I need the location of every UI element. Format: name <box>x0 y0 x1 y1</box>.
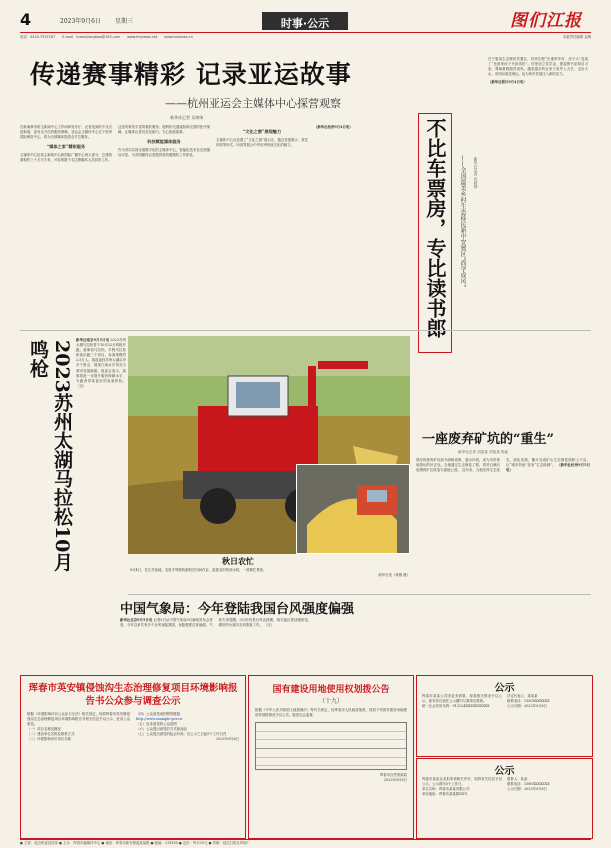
editor-note: 本版责任编辑 金梅 <box>562 35 591 39</box>
notice-land-allocation <box>248 675 414 839</box>
masthead <box>0 0 611 38</box>
article-asian-games-title: 传递赛事精彩 记录亚运故事 <box>30 60 352 89</box>
notice-env-assessment-item-3: （三）环境影响评价单位名称 <box>27 737 72 742</box>
notice-company-2-item-2: 单位地址：珲春市某某路XX号 <box>422 792 468 797</box>
article-mine-title: 一座废弃矿坑的“重生” <box>422 432 554 447</box>
notice-land-allocation-para: 根据《中华人民共和国土地管理法》等有关规定，经珲春市人民政府批准，现将下列国有建设用地使用权划拨情况予以公告，接受社会监督。 <box>255 708 407 718</box>
notice-env-assessment-item-4: （四）公众意见表的网络链接 <box>136 712 181 716</box>
article-mine-byline: 新华社记者 刘某某 刘某某 杨某 <box>458 450 509 454</box>
article-marathon-vtitle: 2023苏州太湖马拉松10月鸣枪 <box>27 340 73 572</box>
article-marathon-dateline: 新华社南京9月5日电 <box>76 338 110 342</box>
notice-company-1 <box>416 675 593 757</box>
notice-env-assessment-link[interactable]: http://www.example.gov.cn <box>136 717 183 722</box>
article-study-village-para: 在宁夏某生态移民安置区，村民们把“比谁家车好、房子大”变成了“比谁家孩子书读得好”。村里设立奖学金，建起图书室和自习室，尊师重教蔚然成风。越来越多的农家子弟考入大学，走出大山，用知识改变命运，也为家乡发展注入新的活力。 <box>488 57 588 77</box>
divider-h2 <box>128 594 591 595</box>
notice-land-allocation-body <box>255 708 407 834</box>
article-asian-games-subtitle: ——杭州亚运会主媒体中心探营观察 <box>165 97 341 110</box>
contact-line <box>20 34 591 41</box>
notice-land-allocation-title: 国有建设用地使用权划拨公告 <box>272 685 390 695</box>
article-asian-games-para3: 这里有种类丰富的餐饮服务、便利的交通接驳和完善的医疗保障，让媒体记者们宾至如归，专心报道赛事。 <box>118 125 210 135</box>
notice-company-2-item-5: 公示日期：2023年9月6日 <box>507 787 548 792</box>
article-asian-games-para2: 主媒体中心包括主新闻中心和国际广播中心两大部分，总建筑面积约三十万平方米，可容纳数千名注册媒体人员同时工作。 <box>20 153 112 163</box>
notice-env-assessment-item-2: （二）建设单位名称及联系方式 <box>27 732 75 737</box>
notice-company-2-item-3: 联系人：某某 <box>507 777 528 781</box>
notice-company-2-item-1: 单位名称：珲春市某某有限公司 <box>422 787 470 792</box>
article-marathon-para: 2023苏州太湖马拉松将于10月22日鸣枪开跑，赛事设马拉松、半程马拉松和欢乐跑三个项目，参赛规模约2.5万人。赛道途经苏州太湖沿岸多个景点，展现江南水乡风光与城市发展新貌。组委会表示，赛事将进一步提升服务保障水平，为跑者带来更好的参赛体验。 <box>76 338 126 383</box>
notice-env-assessment-title: 珲春市英安镇侵蚀沟生态治理修复项目环境影响报告书公众参与调查公示 <box>28 683 238 707</box>
article-asian-games-byline: 新华社记者 吴帅帅 <box>170 115 204 120</box>
article-study-village-vsubtitle: ——全国最美乡村生态移民新中安置区“尚学成风” <box>459 155 466 288</box>
issue-weekday: 星期三 <box>115 18 134 25</box>
website-link-1[interactable]: www.tmjnews.net <box>127 35 158 39</box>
article-asian-games-para1: 在新闻事务的主新闻中心工作间和发布厅，记者见到的不仅仅是新闻，更有全方位的服务保障。亚运会主媒体中心位于杭州国际博览中心，将为全球媒体提供全方位服务。 <box>20 125 112 140</box>
article-asian-games-para5: 主媒体中心还设置了“文化之窗”展示区，通过非遗展示、茶艺体验等形式，向世界展示中华优秀传统文化的魅力。 <box>216 138 308 148</box>
article-typhoon <box>20 596 412 672</box>
article-asian-games-para4: 作为首次实现全面数字化的主媒体中心，智能化技术在这里随处可见，为各国媒体记者提供高效便捷的工作体验。 <box>118 148 210 158</box>
notice-company-1-item-4: 公示日期：2023年9月6日 <box>507 704 548 709</box>
notice-env-assessment-item-5: （五）征求意见的公众范围 <box>136 722 177 727</box>
photo-harvest-caption-text: 9月4日，在江苏某地，农机手驾驶收割机在田间作业，抢抓农时收获水稻，一派繁忙景象。 <box>130 568 267 572</box>
article-typhoon-body <box>120 618 410 670</box>
notice-company-1-item-2: 法定代表人：某某某 <box>507 694 538 698</box>
notice-env-assessment <box>20 675 246 839</box>
photo-harvest-inset-image <box>297 465 409 553</box>
article-asian-games-subhead2: 科技赋能媒体服务 <box>147 139 181 145</box>
article-study-village-vtitle-box <box>418 113 452 353</box>
notice-land-allocation-number: （十九） <box>318 698 343 705</box>
website-link-2[interactable]: www.tmjnews.cn <box>164 35 193 39</box>
photo-harvest <box>128 336 410 554</box>
section-title <box>262 12 348 30</box>
notice-company-1-body <box>422 694 587 754</box>
article-asian-games-subhead3: “文化之窗”展现魅力 <box>242 129 282 134</box>
notice-env-assessment-date: 2023年9月6日 <box>215 737 239 742</box>
notice-env-assessment-intro: 根据《环境影响评价公众参与办法》相关规定，现将珲春市英安镇侵蚀沟生态治理修复项目环境影响报告书相关信息予以公示，征求公众意见。 <box>27 712 130 727</box>
article-marathon-end: （完） <box>76 383 87 388</box>
article-asian-games-col3 <box>216 125 308 325</box>
page-number: 4 <box>20 10 32 29</box>
notice-company-2 <box>416 758 593 839</box>
article-asian-games-col1 <box>20 125 112 325</box>
article-study-village <box>414 45 591 338</box>
notice-env-assessment-item-6: （六）公众提出意见的方式和途径 <box>136 727 187 732</box>
article-study-village-byline: 新华社记者 吴帅帅 <box>474 157 479 189</box>
article-asian-games-end: （新华社杭州9月4日电） <box>314 125 353 129</box>
article-asian-games-col4 <box>314 125 410 325</box>
notice-land-allocation-date: 2023年9月6日 <box>383 778 407 783</box>
article-study-village-vtitle: 不比车票房，专比读书郎 <box>423 118 447 338</box>
section-title-text: 时事·公示 <box>280 17 330 30</box>
article-mine-para1: 曾经的废弃矿坑如今绿树成荫、碧水环绕，成为市民休闲游玩的好去处。当地通过生态修复工程，将昔日满目疮痍的矿区改造为湿地公园。 <box>416 458 500 473</box>
article-asian-games-subhead1: “媒体之家”精彩服务 <box>46 144 86 150</box>
photo-harvest-inset <box>296 464 410 554</box>
article-study-village-end: （新华社银川9月4日电） <box>488 80 527 85</box>
article-mine <box>414 334 591 592</box>
notice-land-allocation-issuer: 珲春市自然资源局 <box>379 773 407 778</box>
article-typhoon-title: 中国气象局：今年登陆我国台风强度偏强 <box>120 602 355 617</box>
article-typhoon-end: （完） <box>263 623 274 628</box>
notice-company-2-item-4: 联系电话：1380XXXXXXX <box>507 782 550 787</box>
notice-company-2-heading: 公示 <box>494 766 515 777</box>
photo-harvest-credit: 新华社发（蒋刚 摄） <box>378 573 410 578</box>
notice-company-1-item-1: 统一社会信用代码：912224XXXXXXXXXX <box>422 704 490 709</box>
notice-env-assessment-body <box>27 712 239 836</box>
article-study-village-body <box>488 57 588 327</box>
notice-company-1-item-3: 联系电话：1350XXXXXXX <box>507 699 550 704</box>
photo-harvest-title: 秋日农忙 <box>222 556 254 566</box>
article-mine-para2: 近年来，当地坚持生态优先、绿色发展，累计完成矿山生态修复面积上千亩，让“城市伤疤”变身“生态绿肺”。 <box>462 458 590 473</box>
notice-land-allocation-table <box>255 722 407 770</box>
article-asian-games-col2 <box>118 125 210 325</box>
article-mine-end: （新华社杭州9月5日电） <box>506 463 590 473</box>
article-marathon <box>20 334 128 594</box>
issue-date: 2023年9月6日 <box>60 18 101 25</box>
notice-company-1-heading: 公示 <box>494 683 515 694</box>
contact-email: E-mail：tumenjiangbao@163.com <box>62 35 120 39</box>
article-asian-games <box>20 45 412 330</box>
notice-company-1-para: 珲春市某某公司因业务需要，现将相关情况予以公示，如有异议请在公示期内与我单位联系。 <box>422 694 502 704</box>
article-typhoon-dateline: 新华社北京9月5日电 <box>120 618 153 622</box>
notice-company-2-para: 珲春市某某企业拟申请相关许可，现将有关信息予以公示，公示期为5个工作日。 <box>422 777 502 787</box>
masthead-rule <box>20 32 591 33</box>
newspaper-logo: 图们江报 <box>510 11 582 31</box>
article-marathon-body <box>76 338 126 588</box>
notice-company-2-body <box>422 777 587 836</box>
photo-harvest-caption <box>130 568 410 584</box>
footer-info: ● 主管：延边州委宣传部 ● 主办：珲春市融媒体中心 ● 地址：珲春市新安街道某某路 ● 邮编：133300 ● 定价：每月15元 ● 印刷：延边日报社印刷厂 <box>20 841 250 845</box>
article-mine-body <box>416 458 590 590</box>
notice-env-assessment-item-7: （七）公众提出意见的起止时间：自公示之日起5个工作日内 <box>136 732 227 737</box>
divider-h1 <box>20 330 591 331</box>
article-typhoon-para: 记者5日从中国气象局9月新闻发布会获悉，今年以来共有多个台风登陆我国，登陆强度总体偏强。气象专家提醒，9月份仍是台风活跃期，相关地区需加强防范，做好防台减灾各项准备工作。 <box>120 618 312 628</box>
notice-env-assessment-item-1: （一）项目名称及概况 <box>27 727 61 732</box>
contact-phone: 电话：0433-7537167 <box>20 35 56 39</box>
